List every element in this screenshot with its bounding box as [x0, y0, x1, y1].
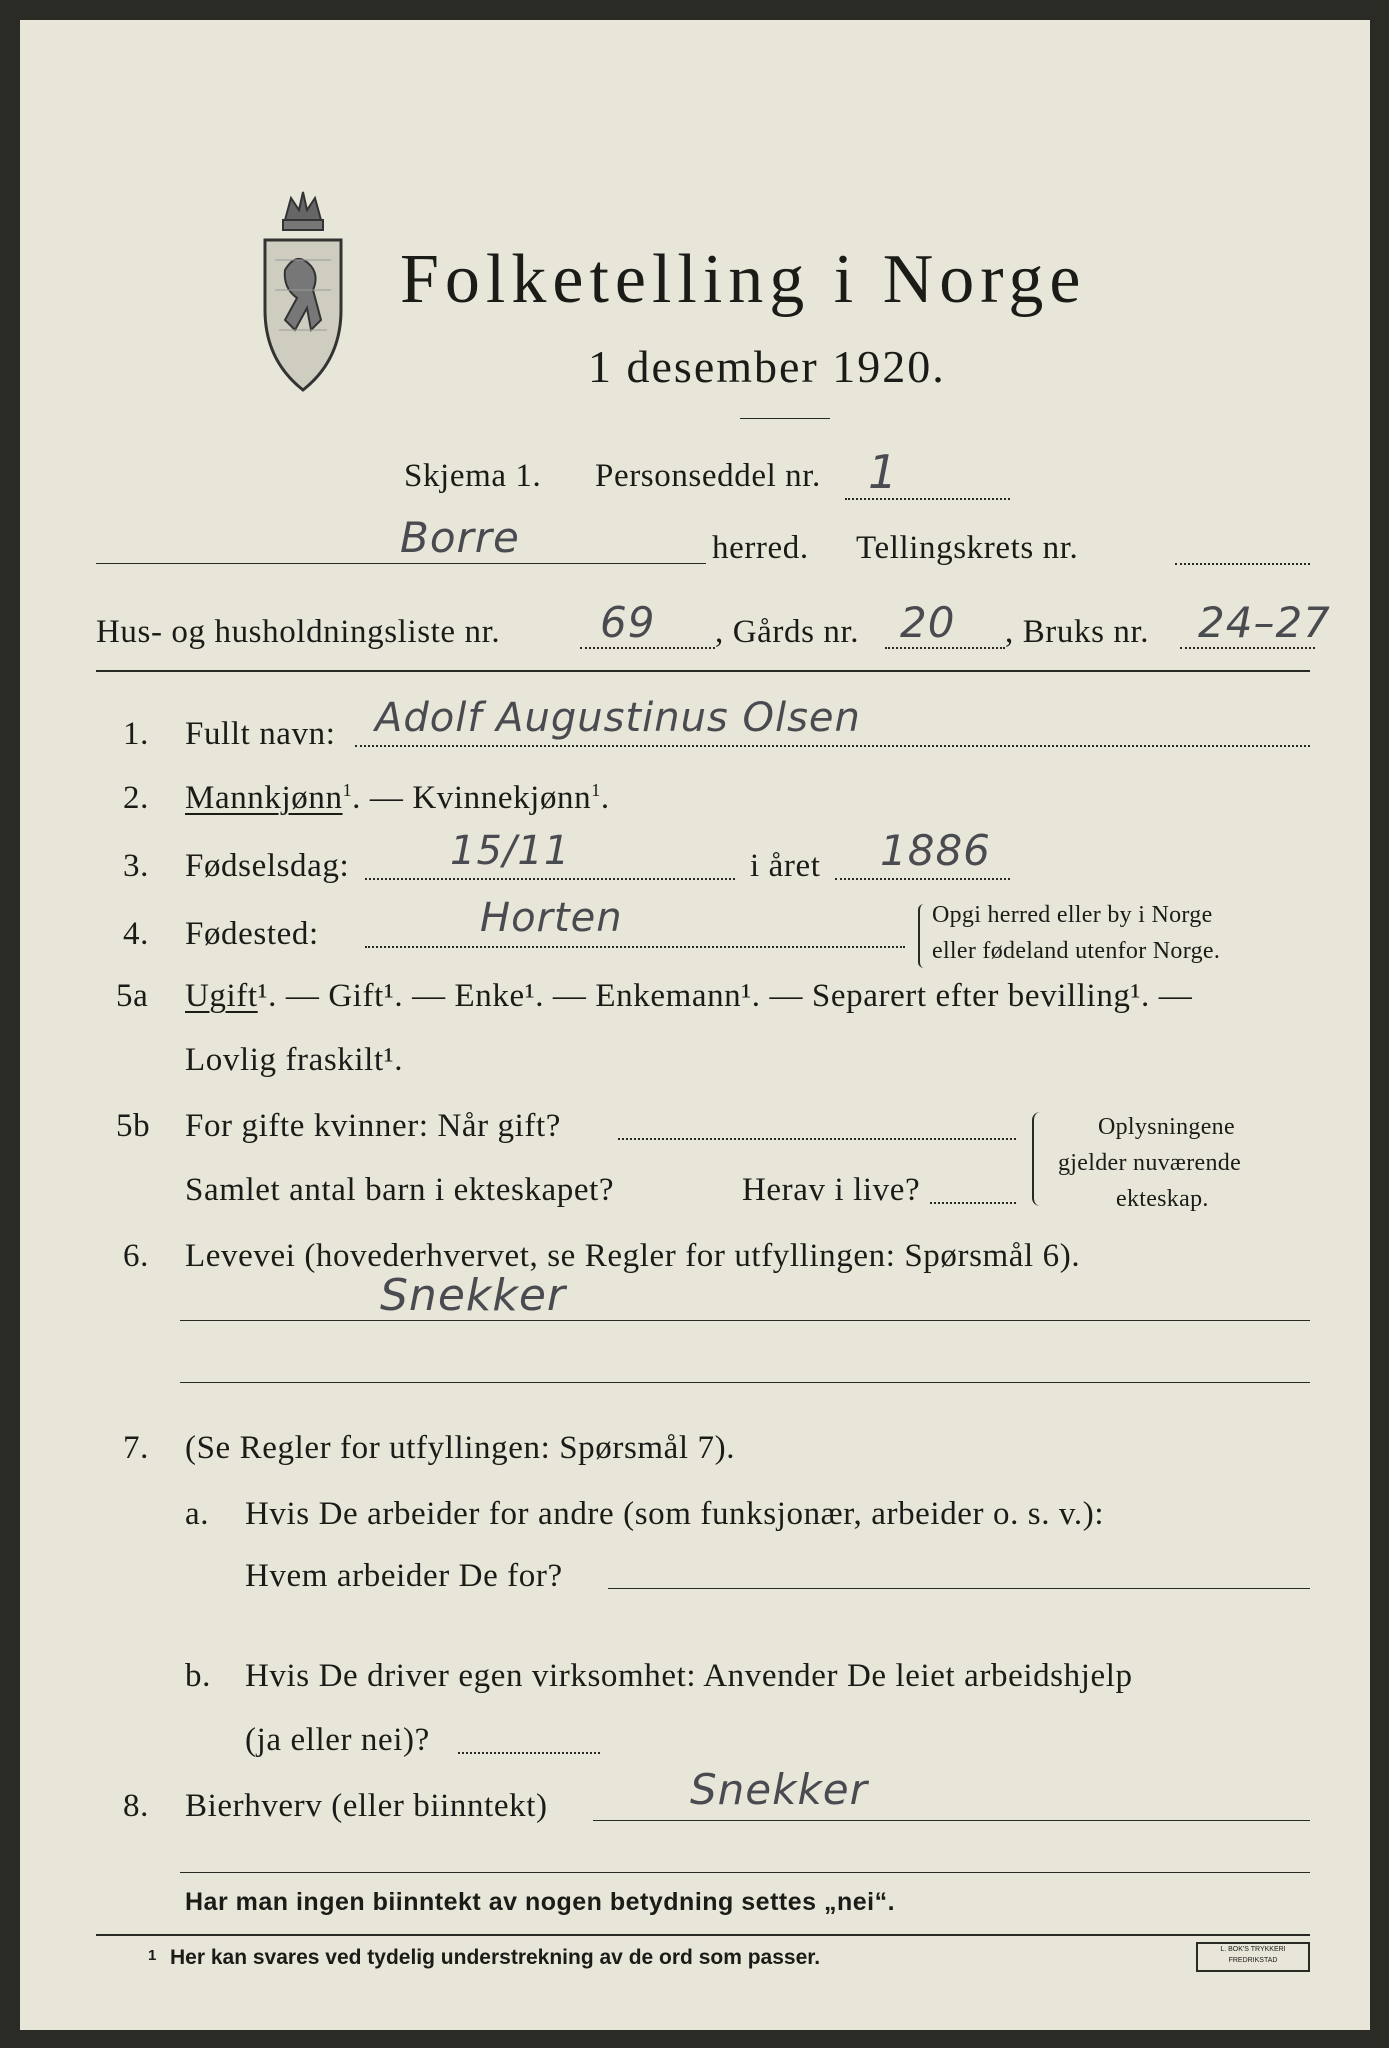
- no-income-note: Har man ingen biinntekt av nogen betydning settes „nei“.: [185, 1888, 896, 1916]
- q3-year-label: i året: [750, 848, 821, 884]
- q8-line1: [593, 1820, 1310, 1821]
- form-title: Folketelling i Norge: [400, 241, 1087, 318]
- q6-number: 6.: [123, 1238, 149, 1274]
- q1-line: [355, 745, 1310, 747]
- q7-number: 7.: [123, 1430, 149, 1466]
- q4-note-line2: eller fødeland utenfor Norge.: [932, 938, 1221, 964]
- q5a-other-options[interactable]: ¹. — Gift¹. — Enke¹. — Enkemann¹. — Separert efter bevilling¹. —: [257, 978, 1193, 1014]
- q2-male-option[interactable]: Mannkjønn: [185, 780, 343, 816]
- q8-secondary-income-value[interactable]: Snekker: [690, 1765, 868, 1814]
- bruks-line: [1180, 647, 1315, 649]
- printer-stamp-line2: FREDRIKSTAD: [1228, 1957, 1278, 1964]
- gards-label: , Gårds nr.: [715, 614, 860, 650]
- q3-line: [365, 878, 735, 880]
- q5b-alive-line: [930, 1202, 1016, 1204]
- q2-female-sup: 1: [591, 780, 601, 800]
- q5b-note-brace: [1032, 1112, 1044, 1206]
- q5b-number: 5b: [116, 1108, 151, 1144]
- husholdningsliste-value[interactable]: 69: [600, 598, 656, 647]
- q7a-letter: a.: [185, 1496, 210, 1532]
- q2-options[interactable]: [185, 780, 610, 817]
- bruks-label: , Bruks nr.: [1005, 614, 1150, 650]
- q5a-options[interactable]: [185, 978, 1192, 1015]
- footnote-divider: [96, 1934, 1310, 1936]
- husholdningsliste-line: [580, 647, 715, 649]
- q6-line1: [180, 1320, 1310, 1321]
- q7b-text2: (ja eller nei)?: [245, 1722, 430, 1758]
- header-divider: [96, 670, 1310, 672]
- q5b-note-line3: ekteskap.: [1116, 1186, 1209, 1212]
- q5a-line2[interactable]: Lovlig fraskilt¹.: [185, 1042, 404, 1078]
- q4-birthplace-value[interactable]: Horten: [480, 895, 623, 941]
- q8-number: 8.: [123, 1788, 149, 1824]
- coat-of-arms-icon: [255, 180, 351, 396]
- personseddel-label: Personseddel nr.: [595, 458, 821, 494]
- q3-label: Fødselsdag:: [185, 848, 350, 884]
- q3-number: 3.: [123, 848, 149, 884]
- q4-note-line1: Opgi herred eller by i Norge: [932, 902, 1213, 928]
- q5b-label-when-married: For gifte kvinner: Når gift?: [185, 1108, 562, 1144]
- q6-line2: [180, 1382, 1310, 1383]
- tellingskrets-label: Tellingskrets nr.: [856, 530, 1079, 566]
- q7b-answer-line[interactable]: [458, 1752, 600, 1754]
- q4-note-brace: [918, 904, 928, 968]
- q1-full-name-value[interactable]: Adolf Augustinus Olsen: [375, 695, 861, 741]
- q5b-label-alive: Herav i live?: [742, 1172, 921, 1208]
- husholdningsliste-label: Hus- og husholdningsliste nr.: [96, 614, 501, 650]
- q3-year-value[interactable]: 1886: [880, 826, 991, 875]
- q6-label: Levevei (hovederhvervet, se Regler for utfyllingen: Spørsmål 6).: [185, 1238, 1081, 1274]
- q5b-when-married-line: [618, 1138, 1016, 1140]
- q4-line: [365, 946, 905, 948]
- q4-label: Fødested:: [185, 916, 319, 952]
- q8-line2: [180, 1872, 1310, 1873]
- census-date: 1 desember 1920.: [588, 341, 946, 392]
- q3-birthday-value[interactable]: 15/11: [450, 828, 571, 874]
- q2-male-sup: 1: [342, 780, 353, 800]
- footnote-text: Her kan svares ved tydelig understrekning av de ord som passer.: [170, 1946, 821, 1969]
- q2-sep: . —: [352, 780, 413, 816]
- q5b-note-line1: Oplysningene: [1098, 1114, 1235, 1140]
- schema-label: Skjema 1.: [404, 458, 542, 494]
- printer-stamp-line1: L. BOK'S TRYKKERI: [1220, 1946, 1286, 1953]
- title-divider: [740, 418, 830, 419]
- q5a-ugift-option[interactable]: Ugift: [185, 978, 258, 1014]
- q1-number: 1.: [123, 716, 149, 752]
- printer-stamp: [1196, 1942, 1310, 1972]
- tellingskrets-line: [1175, 563, 1310, 565]
- q7a-answer-line[interactable]: [608, 1588, 1310, 1589]
- q3-year-line: [835, 878, 1010, 880]
- q5b-label-children: Samlet antal barn i ekteskapet?: [185, 1172, 615, 1208]
- footnote-mark: 1: [148, 1947, 157, 1964]
- personseddel-line: [845, 498, 1010, 500]
- q2-female-option[interactable]: Kvinnekjønn: [412, 780, 592, 816]
- gards-line: [885, 647, 1005, 649]
- q8-label: Bierhverv (eller biinntekt): [185, 1788, 548, 1824]
- q4-number: 4.: [123, 916, 149, 952]
- q2-number: 2.: [123, 780, 149, 816]
- q7-label: (Se Regler for utfyllingen: Spørsmål 7).: [185, 1430, 736, 1466]
- q2-end: .: [600, 780, 610, 816]
- census-form-page: [20, 20, 1370, 2030]
- q7a-text2: Hvem arbeider De for?: [245, 1558, 563, 1594]
- gards-value[interactable]: 20: [900, 598, 956, 647]
- bruks-value[interactable]: 24–27: [1198, 598, 1331, 647]
- q6-occupation-value[interactable]: Snekker: [380, 1270, 567, 1321]
- q1-label: Fullt navn:: [185, 716, 336, 752]
- q7a-text: Hvis De arbeider for andre (som funksjonær, arbeider o. s. v.):: [245, 1496, 1105, 1532]
- q7b-text: Hvis De driver egen virksomhet: Anvender De leiet arbeidshjelp: [245, 1658, 1133, 1694]
- herred-line: [96, 563, 706, 564]
- herred-label: herred.: [712, 530, 809, 566]
- personseddel-value[interactable]: 1: [868, 445, 899, 499]
- q7b-letter: b.: [185, 1658, 211, 1694]
- q5a-number: 5a: [116, 978, 149, 1014]
- q5b-note-line2: gjelder nuværende: [1058, 1150, 1242, 1176]
- herred-value[interactable]: Borre: [400, 513, 520, 562]
